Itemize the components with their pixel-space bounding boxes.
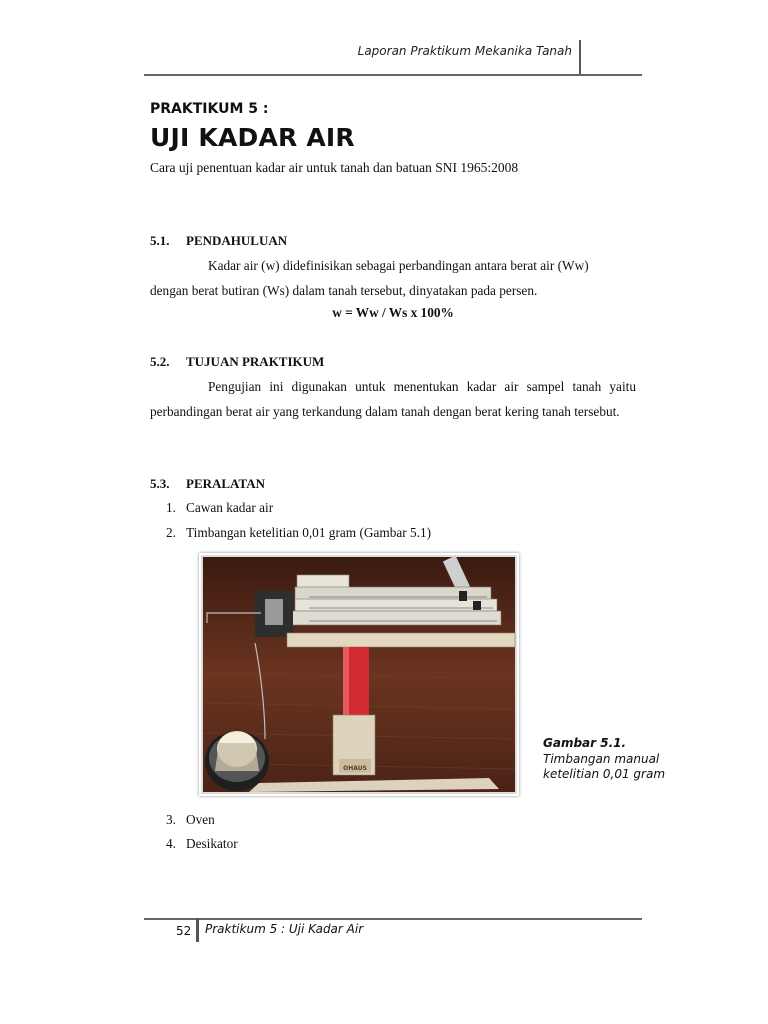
intro-line-2: dengan berat butiran (Ws) dalam tanah tersebut, dinyatakan pada persen. <box>150 282 538 298</box>
intro-line-1 <box>150 254 636 279</box>
balance-illustration <box>199 553 519 796</box>
chapter-subtitle: Cara uji penentuan kadar air untuk tanah dan batuan SNI 1965:2008 <box>150 160 519 175</box>
header-rule <box>144 74 642 76</box>
section-heading-tujuan <box>150 354 324 370</box>
list-number: 3. <box>166 812 176 827</box>
section-title: PERALATAN <box>186 476 265 491</box>
list-item <box>150 836 238 852</box>
list-text: Timbangan ketelitian 0,01 gram (Gambar 5.1) <box>186 525 432 540</box>
objective-text: Pengujian ini digunakan untuk menentukan kadar air sampel tanah yaitu perbandingan berat air yang terkandung dalam tanah dengan berat kering tanah tersebut. <box>150 379 636 419</box>
objective-paragraph <box>150 375 636 424</box>
chapter-label: PRAKTIKUM 5 : <box>150 101 269 117</box>
running-header: Laporan Praktikum Mekanika Tanah <box>357 44 572 58</box>
page-number: 52 <box>176 924 192 938</box>
figure-caption-text: Timbangan manual ketelitian 0,01 gram <box>543 752 666 781</box>
figure-caption-label: Gambar 5.1. <box>543 736 627 750</box>
list-number: 2. <box>166 525 176 540</box>
list-text: Oven <box>186 812 215 827</box>
section-title: TUJUAN PRAKTIKUM <box>186 354 325 369</box>
list-item <box>150 500 273 516</box>
list-text: Desikator <box>186 836 238 851</box>
section-heading-peralatan <box>150 476 265 492</box>
section-title: PENDAHULUAN <box>186 233 288 248</box>
header-divider <box>579 40 581 76</box>
list-number: 1. <box>166 500 176 515</box>
scale-brand-label: OHAUS <box>343 765 367 772</box>
section-number: 5.3. <box>150 476 170 491</box>
footer-divider <box>196 918 199 942</box>
list-number: 4. <box>166 836 176 851</box>
list-item <box>150 812 215 828</box>
section-number: 5.2. <box>150 354 170 369</box>
running-footer: Praktikum 5 : Uji Kadar Air <box>205 922 364 936</box>
section-heading-pendahuluan <box>150 233 287 249</box>
list-text: Cawan kadar air <box>186 500 274 515</box>
page-title: UJI KADAR AIR <box>150 123 355 152</box>
intro-paragraph <box>150 254 636 303</box>
intro-line-1-text: Kadar air (w) didefinisikan sebagai perbandingan antara berat air (Ww) <box>208 258 589 273</box>
moisture-formula: w = Ww / Ws x 100% <box>332 305 454 320</box>
section-number: 5.1. <box>150 233 170 248</box>
footer-rule <box>144 918 642 920</box>
scale-photo <box>199 553 519 796</box>
list-item <box>150 525 431 541</box>
